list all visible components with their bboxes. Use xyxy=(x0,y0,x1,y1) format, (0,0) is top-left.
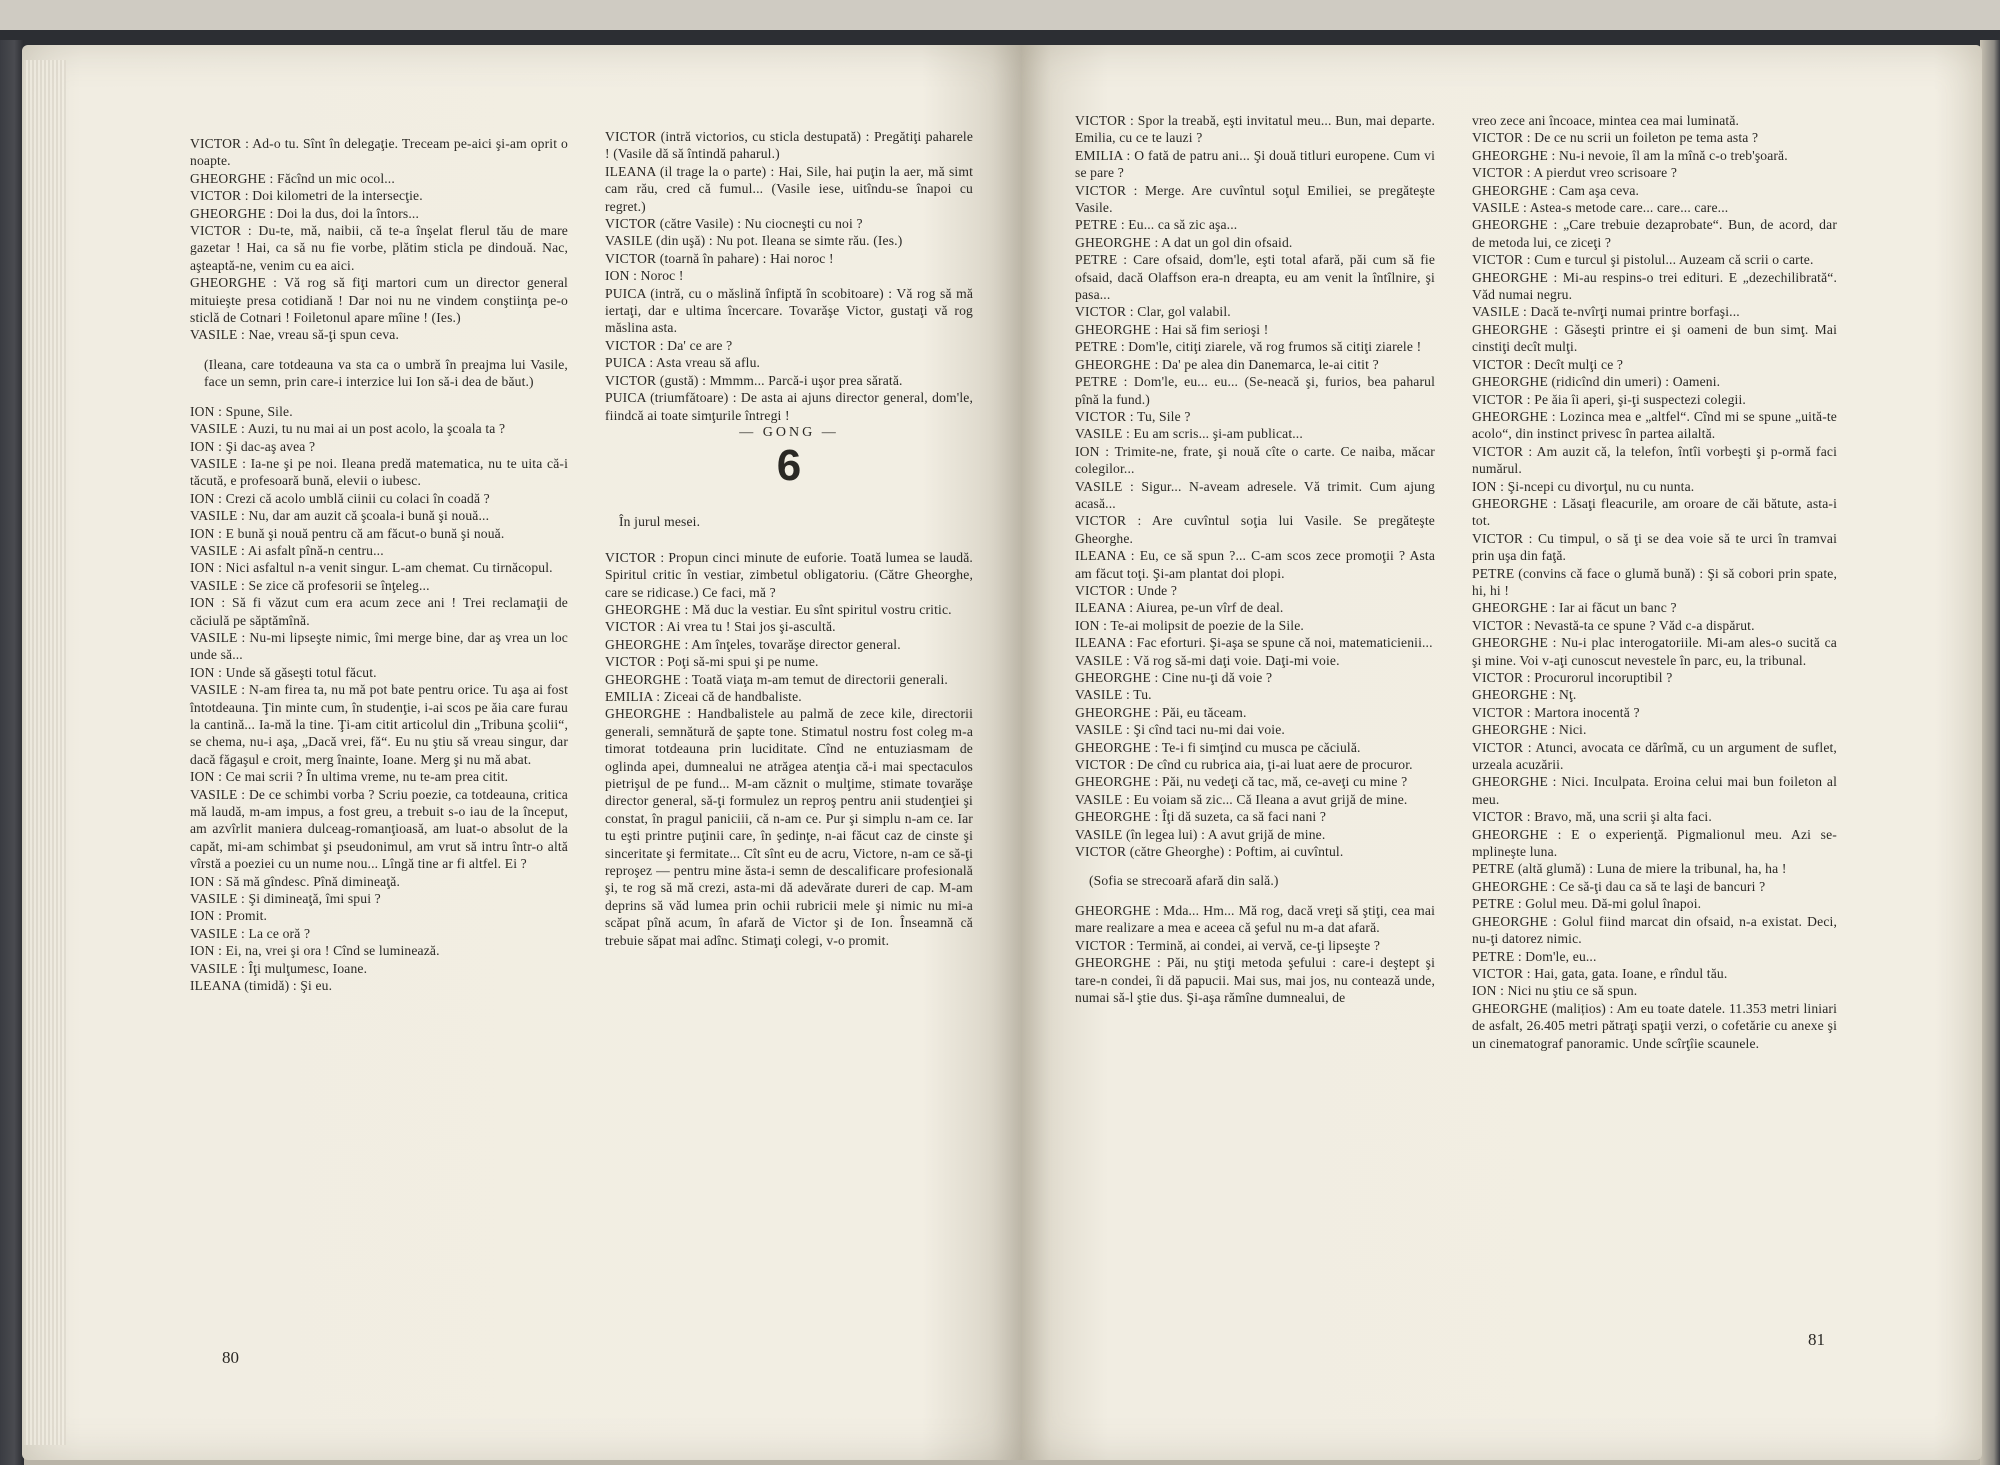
dialogue-line: GHEORGHE : Ce să-ţi dau ca să te laşi de bancuri ? xyxy=(1472,878,1766,894)
dialogue-line: VICTOR (toarnă în pahare) : Hai noroc ! xyxy=(605,250,834,266)
dialogue-line: VASILE : Ai asfalt pînă-n centru... xyxy=(190,542,384,558)
page-number-left: 80 xyxy=(222,1348,239,1367)
dialogue-line: GHEORGHE : Nici. xyxy=(1472,722,1587,738)
dialogue-line: GHEORGHE : Găseşti printre ei şi oameni de bun simţ. Mai cinstiţi decît mulţi. xyxy=(1472,321,1837,355)
dialogue-line: VICTOR : Procurorul incoruptibil ? xyxy=(1472,670,1673,685)
dialogue-line: PETRE : Dom'le, citiţi ziarele, vă rog frumos să citiţi ziarele ! xyxy=(1075,339,1422,355)
dialogue-line: GHEORGHE : E o experienţă. Pigmalionul meu. Azi se-mplineşte luna. xyxy=(1472,826,1837,860)
dialogue-line: VICTOR : Cum e turcul şi pistolul... Auzeam că scrii o carte. xyxy=(1472,252,1814,268)
dialogue-line: GHEORGHE : Păi, nu ştiţi metoda şefului : care-i deştept şi tare-n condei, îi dă papucii. Mai sus, mai jos, nu contează unde, numai să-l ştie dus. Şi-aşa rămîne dumnealui, de xyxy=(1075,955,1435,1005)
dialogue-line: GHEORGHE (malițios) : Am eu toate datele. 11.353 metri liniari de asfalt, 26.405 metri pătraţi spaţii verzi, o cofetărie cu anexe şi un cinematograf panoramic. Unde scîrţîie scaunele. xyxy=(1472,1000,1837,1051)
right-page-column-1 xyxy=(1075,112,1435,1006)
dialogue-line: ILEANA : Fac eforturi. Şi-aşa se spune că noi, matematicienii... xyxy=(1075,635,1433,651)
dialogue-line: ION : Trimite-ne, frate, şi nouă cîte o carte. Ce naiba, măcar colegilor... xyxy=(1075,443,1435,477)
dialogue-line: VASILE : Şi dimineaţă, îmi spui ? xyxy=(190,891,381,907)
dialogue-line: VICTOR : Da' ce are ? xyxy=(605,337,733,353)
dialogue-line: PETRE (altă glumă) : Luna de miere la tribunal, ha, ha ! xyxy=(1472,861,1787,877)
dialogue-line: VASILE : Eu voiam să zic... Că Ileana a avut grijă de mine. xyxy=(1075,791,1408,807)
dialogue-line: GHEORGHE : Am înţeles, tovarăşe director general. xyxy=(605,636,901,652)
dialogue-line: VASILE (în legea lui) : A avut grijă de mine. xyxy=(1075,826,1326,842)
dialogue-line: ILEANA (timidă) : Şi eu. xyxy=(190,978,333,994)
dialogue-line: VICTOR (gustă) : Mmmm... Parcă-i uşor prea sărată. xyxy=(605,372,903,388)
dialogue-line: VASILE : Vă rog să-mi daţi voie. Daţi-mi voie. xyxy=(1075,652,1340,668)
dialogue-line: GHEORGHE (ridicînd din umeri) : Oameni. xyxy=(1472,374,1721,390)
dialogue-line: GHEORGHE : Cam aşa ceva. xyxy=(1472,182,1640,198)
dialogue-line: VICTOR : Clar, gol valabil. xyxy=(1075,304,1231,320)
left-page-column-1 xyxy=(190,135,568,995)
dialogue-line: VICTOR : Ai vrea tu ! Stai jos şi-ascultă. xyxy=(605,619,836,635)
dialogue-line: ION : Unde să găseşti totul făcut. xyxy=(190,664,377,680)
dialogue-line: VICTOR : A pierdut vreo scrisoare ? xyxy=(1472,165,1678,181)
dialogue-line: VASILE : La ce oră ? xyxy=(190,925,311,941)
dialogue-line: VICTOR : Tu, Sile ? xyxy=(1075,408,1191,424)
dialogue-line: GHEORGHE : Te-i fi simţind cu musca pe căciulă. xyxy=(1075,739,1361,755)
dialogue-line: EMILIA : Ziceai că de handbaliste. xyxy=(605,688,802,704)
dialogue-line: PETRE : Dom'le, eu... eu... (Se-neacă şi, furios, bea paharul pînă la fund.) xyxy=(1075,374,1435,407)
dialogue-line: VICTOR : Du-te, mă, naibii, că te-a înşelat flerul tău de mare gazetar ! Hai, ca să nu fie vorbe, plătim sticla pe dindouă. Nac, aşteaptă-ne, venim cu ea aici. xyxy=(190,223,568,273)
dialogue-line: VICTOR (intră victorios, cu sticla destupată) : Pregătiţi paharele ! (Vasile dă să întindă paharul.) xyxy=(605,129,973,162)
dialogue-line: VICTOR : Decît mulţi ce ? xyxy=(1472,356,1624,372)
dialogue-line: VICTOR : Bravo, mă, una scrii şi alta faci. xyxy=(1472,809,1712,825)
dialogue-line: ION : E bună şi nouă pentru că am făcut-o bună şi nouă. xyxy=(190,525,505,541)
dialogue-line: VASILE : Şi cînd taci nu-mi dai voie. xyxy=(1075,722,1285,738)
dialogue-line: ION : Şi dac-aş avea ? xyxy=(190,438,316,454)
dialogue-line: VICTOR : Are cuvîntul soţia lui Vasile. Se pregăteşte Gheorghe. xyxy=(1075,513,1435,546)
dialogue-line: VASILE : Sigur... N-aveam adresele. Vă trimit. Cum ajung acasă... xyxy=(1075,478,1435,511)
dialogue-line: GHEORGHE : Lozinca mea e „altfel“. Cînd mi se spune „uită-te acolo“, din instinct privesc în partea ailaltă. xyxy=(1472,408,1837,442)
dialogue-line: VASILE : Nu-mi lipseşte nimic, îmi merge bine, dar aş vrea un loc unde să... xyxy=(190,629,568,663)
dialogue-line: vreo zece ani încoace, mintea cea mai luminată. xyxy=(1472,113,1740,128)
page-number-right: 81 xyxy=(1808,1330,1825,1349)
dialogue-line: VASILE : Îţi mulţumesc, Ioane. xyxy=(190,960,368,976)
dialogue-line: ILEANA (il trage la o parte) : Hai, Sile, hai puţin la aer, mă simt cam rău, cred că fumul... (Vasile iese, uitîndu-se înapoi cu regret.) xyxy=(605,163,973,214)
dialogue-line: VASILE : De ce schimbi vorba ? Scriu poezie, ca totdeauna, critica mă laudă, m-am impus, a fost greu, a trebuit s-o iau de la început, am azvîrlit maniera dulceag-romanţioasă, am luat-o absolut de la capăt, mi-am schimbat şi pseudonimul, am vrut să intru într-o altă vîrstă a poeziei cu un nume nou... Lîngă tine ar fi altfel. Ei ? xyxy=(190,786,568,872)
dialogue-line: VASILE : Tu. xyxy=(1075,687,1152,703)
dialogue-line: VICTOR (către Vasile) : Nu ciocneşti cu noi ? xyxy=(605,216,863,232)
dialogue-line: GHEORGHE : Iar ai făcut un banc ? xyxy=(1472,600,1677,616)
dialogue-line: VASILE : N-am firea ta, nu mă pot bate pentru orice. Tu aşa ai fost întotdeauna. Ţin minte cum, în studenţie, i-ai scos pe ăia care furau la cantină... Ia-mă la tine. Ţi-am citit articolul din „Tribuna şcolii“, se chema, nu-i aşa, „Dacă vrei, fă“. Eu nu ştiu să vreau singur, dar dacă făgaşul e croit, merg înainte, Ioane. Merg şi nu mă abat. xyxy=(190,682,568,767)
dialogue-line: ION : Şi-ncepi cu divorţul, nu cu nunta. xyxy=(1472,478,1695,494)
dialogue-line: GHEORGHE : Mda... Hm... Mă rog, dacă vreţi să ştiţi, cea mai mare realizare a mea e aceea că şeful nu m-a dat afară. xyxy=(1075,902,1435,936)
dialogue-line: VASILE : Astea-s metode care... care... care... xyxy=(1472,200,1729,216)
page-stack-edge xyxy=(24,60,66,1445)
dialogue-line: VICTOR : Atunci, avocata ce dărîmă, cu un argument de suflet, urzeala acuzării. xyxy=(1472,739,1837,773)
dialogue-line: GHEORGHE : „Care trebuie dezaprobate“. Bun, de acord, dar de metoda lui, ce ziceţi ? xyxy=(1472,217,1837,250)
dialogue-line: PETRE : Care ofsaid, dom'le, eşti total afară, păi cum să fie ofsaid, dacă Olaffson era-n dreapta, eu am venit la întîlnire, şi pasa... xyxy=(1075,252,1435,303)
dialogue-line: GHEORGHE : Nu-i nevoie, îl am la mînă c-o treb'şoară. xyxy=(1472,147,1788,163)
scene-number: 6 xyxy=(776,441,802,491)
dialogue-line: ION : Să mă gîndesc. Pînă dimineaţă. xyxy=(190,873,401,889)
dialogue-line: ION : Să fi văzut cum era acum zece ani ! Trei reclamaţii de căciulă pe săptămînă. xyxy=(190,595,568,628)
dialogue-line: VICTOR : Propun cinci minute de euforie. Toată lumea se laudă. Spiritul critic în vestiar, zimbetul obligatoriu. (Către Gheorghe, care se ridicase.) Ce faci, mă ? xyxy=(605,549,973,600)
dialogue-line: VICTOR : Spor la treabă, eşti invitatul meu... Bun, mai departe. Emilia, cu ce te lauzi ? xyxy=(1075,113,1435,146)
dialogue-line: VICTOR : Ad-o tu. Sînt în delegaţie. Treceam pe-aici şi-am oprit o noapte. xyxy=(190,136,568,169)
dialogue-line: VICTOR : Hai, gata, gata. Ioane, e rîndul tău. xyxy=(1472,965,1728,981)
dialogue-line: PETRE : Dom'le, eu... xyxy=(1472,948,1597,964)
dialogue-line: VICTOR : Pe ăia îi aperi, şi-ţi suspectezi colegii. xyxy=(1472,391,1746,407)
dialogue-line: GHEORGHE : A dat un gol din ofsaid. xyxy=(1075,234,1293,250)
dialogue-line: GHEORGHE : Da' pe alea din Danemarca, le-ai citit ? xyxy=(1075,356,1379,372)
dialogue-line: GHEORGHE : Păi, nu vedeţi că tac, mă, ce-aveţi cu mine ? xyxy=(1075,774,1408,790)
right-page-column-2 xyxy=(1472,112,1837,1052)
book-spine-left xyxy=(0,40,24,1465)
dialogue-line: VASILE : Eu am scris... şi-am publicat... xyxy=(1075,426,1303,442)
dialogue-line: PETRE : Golul meu. Dă-mi golul înapoi. xyxy=(1472,896,1702,912)
dialogue-line: GHEORGHE : Lăsaţi fleacurile, am oroare de căi bătute, asta-i tot. xyxy=(1472,495,1837,529)
stage-direction: (Sofia se strecoară afară din sală.) xyxy=(1089,873,1279,889)
dialogue-line: GHEORGHE : Vă rog să fiţi martori cum un director general mituieşte presa cotidiană ! Dar noi nu ne vindem conştiinţa pe-o sticlă de Cotnari ! Foiletonul apare mîine ! (Ies.) xyxy=(190,275,568,326)
dialogue-line: GHEORGHE : Golul fiind marcat din ofsaid, n-a existat. Deci, nu-ţi datorez nimic. xyxy=(1472,913,1837,947)
dialogue-line: GHEORGHE : Îţi dă suzeta, ca să faci nani ? xyxy=(1075,809,1327,825)
dialogue-line: PUICA : Asta vreau să aflu. xyxy=(605,355,761,371)
dialogue-line: VICTOR : Am auzit că, la telefon, întîi vorbeşti şi p-ormă faci numărul. xyxy=(1472,443,1837,477)
dialogue-line: GHEORGHE : Toată viaţa m-am temut de directorii generali. xyxy=(605,671,948,687)
dialogue-line: VASILE : Ia-ne şi pe noi. Ileana predă matematica, nu te uita că-i tăcută, e profesoară bună, elevii o iubesc. xyxy=(190,455,568,489)
dialogue-line: GHEORGHE : Făcînd un mic ocol... xyxy=(190,170,395,186)
dialogue-line: GHEORGHE : Mi-au respins-o trei edituri. E „dezechilibrată“. Văd numai negru. xyxy=(1472,269,1837,303)
dialogue-line: ION : Noroc ! xyxy=(605,268,684,284)
dialogue-line: ILEANA : Eu, ce să spun ?... C-am scos zece promoţii ? Asta am făcut toţi. Şi-am plantat doi plopi. xyxy=(1075,548,1435,581)
dialogue-line: ION : Crezi că acolo umblă ciinii cu colaci în coadă ? xyxy=(190,490,490,506)
dialogue-line: GHEORGHE : Hai să fim serioşi ! xyxy=(1075,321,1269,337)
stage-direction: În jurul mesei. xyxy=(619,514,701,530)
dialogue-line: GHEORGHE : Nu-i plac interogatoriile. Mi-am ales-o sucită ca şi mine. Voi v-aţi cunoscut nevestele în parc, eu, la tribunal. xyxy=(1472,635,1837,668)
dialogue-line: VICTOR : Doi kilometri de la intersecţie. xyxy=(190,188,423,204)
dialogue-line: GHEORGHE : Doi la dus, doi la întors... xyxy=(190,205,419,221)
dialogue-line: ION : Nici nu ştiu ce să spun. xyxy=(1472,983,1638,999)
dialogue-line: PETRE : Eu... ca să zic aşa... xyxy=(1075,217,1238,233)
stage-direction: (Ileana, care totdeauna va sta ca o umbră în preajma lui Vasile, face un semn, prin care-i interzice lui Ion să-i dea de băut.) xyxy=(204,356,568,390)
dialogue-line: VICTOR : De cînd cu rubrica aia, ţi-ai luat aere de procuror. xyxy=(1075,757,1413,773)
gong-divider: — GONG — xyxy=(739,424,839,440)
dialogue-line: VICTOR : Nevastă-ta ce spune ? Văd c-a dispărut. xyxy=(1472,617,1755,633)
dialogue-line: VICTOR : Martora inocentă ? xyxy=(1472,704,1640,720)
dialogue-line: VASILE : Dacă te-nvîrţi numai printre borfaşi... xyxy=(1472,304,1740,320)
dialogue-line: GHEORGHE : Cine nu-ţi dă voie ? xyxy=(1075,670,1273,685)
dialogue-line: PUICA (intră, cu o măslină înfiptă în scobitoare) : Vă rog să mă iertaţi, dar e ultima încercare. Tovarăşe Victor, gustaţi vă rog măslina asta. xyxy=(605,285,973,336)
dialogue-line: ION : Spune, Sile. xyxy=(190,403,293,419)
dialogue-line: VASILE (din uşă) : Nu pot. Ileana se simte rău. (Ies.) xyxy=(605,233,903,249)
dialogue-line: GHEORGHE : Nţ. xyxy=(1472,687,1577,703)
dialogue-line: ION : Promit. xyxy=(190,908,268,924)
dialogue-line: PUICA (triumfătoare) : De asta ai ajuns director general, dom'le, fiindcă ai toate simţurile întregi ! xyxy=(605,390,973,423)
dialogue-line: GHEORGHE : Handbalistele au palmă de zece kile, directorii generali, semnătură de şapte tone. Stimatul nostru fost coleg m-a timorat totdeauna prin luciditate. Cînd ne entuziasmam de oglinda apei, dumnealui ne atrăgea atenţia că-i mai spectaculos pietrişul de pe fund... M-am căznit o mulţime, stimate tovarăşe director general, să-ţi formulez un reproş pentru anii studenţiei şi constat, în pragul paniciii, că n-am ce. Pur şi simplu n-am ce. Iar tu eşti printre puţinii care, în şedinţe, n-ai făcut caz de cinste şi sinceritate şi fermitate... Cît sînt eu de acru, Victore, n-am ce să-ţi reproşez — pentru mine ăsta-i semn de descalificare profesională şi, te rog să mă crezi, asta-mi dă adevărate dureri de cap. M-am deprins să văd lumea prin ochii rubricii mele şi nimic nu mi-a scăpat pînă acum, în afară de Victor şi de Ion. Înseamnă că trebuie săpat mai adînc. Stimaţi colegi, v-o promit. xyxy=(605,706,973,948)
dialogue-line: GHEORGHE : Nici. Inculpata. Eroina celui mai bun foileton al meu. xyxy=(1472,774,1837,807)
dialogue-line: VASILE : Auzi, tu nu mai ai un post acolo, la şcoala ta ? xyxy=(190,421,506,437)
dialogue-line: VICTOR : Unde ? xyxy=(1075,582,1178,598)
dialogue-line: ION : Nici asfaltul n-a venit singur. L-am chemat. Cu tirnăcopul. xyxy=(190,560,553,576)
dialogue-line: VICTOR (către Gheorghe) : Poftim, ai cuvîntul. xyxy=(1075,844,1344,860)
dialogue-line: VICTOR : Poţi să-mi spui şi pe nume. xyxy=(605,654,819,670)
dialogue-line: VICTOR : Merge. Are cuvîntul soţul Emiliei, se pregăteşte Vasile. xyxy=(1075,182,1435,216)
dialogue-line: VICTOR : Cu timpul, o să ţi se dea voie să te urci în tramvai prin uşa din faţă. xyxy=(1472,530,1837,564)
dialogue-line: ION : Te-ai molipsit de poezie de la Sile. xyxy=(1075,617,1304,633)
dialogue-line: VASILE : Se zice că profesorii se înţeleg... xyxy=(190,577,430,593)
dialogue-line: VICTOR : De ce nu scrii un foileton pe tema asta ? xyxy=(1472,130,1759,146)
dialogue-line: VICTOR : Termină, ai condei, ai vervă, ce-ţi lipseşte ? xyxy=(1075,937,1381,953)
dialogue-line: VASILE : Nu, dar am auzit că şcoala-i bună şi nouă... xyxy=(190,508,490,524)
dialogue-line: EMILIA : O fată de patru ani... Şi două titluri europene. Cum vi se pare ? xyxy=(1075,147,1435,181)
dialogue-line: GHEORGHE : Mă duc la vestiar. Eu sînt spiritul vostru critic. xyxy=(605,601,952,617)
dialogue-line: ION : Ce mai scrii ? În ultima vreme, nu te-am prea citit. xyxy=(190,769,509,785)
dialogue-line: ION : Ei, na, vrei şi ora ! Cînd se luminează. xyxy=(190,943,440,959)
dialogue-line: VASILE : Nae, vreau să-ţi spun ceva. xyxy=(190,327,399,343)
dialogue-line: ILEANA : Aiurea, pe-un vîrf de deal. xyxy=(1075,600,1284,616)
book-spine-right xyxy=(1980,40,2000,1465)
left-page-column-2 xyxy=(605,128,973,949)
dialogue-line: PETRE (convins că face o glumă bună) : Şi să cobori prin spate, hi, hi ! xyxy=(1472,565,1837,598)
dialogue-line: GHEORGHE : Păi, eu tăceam. xyxy=(1075,704,1247,720)
